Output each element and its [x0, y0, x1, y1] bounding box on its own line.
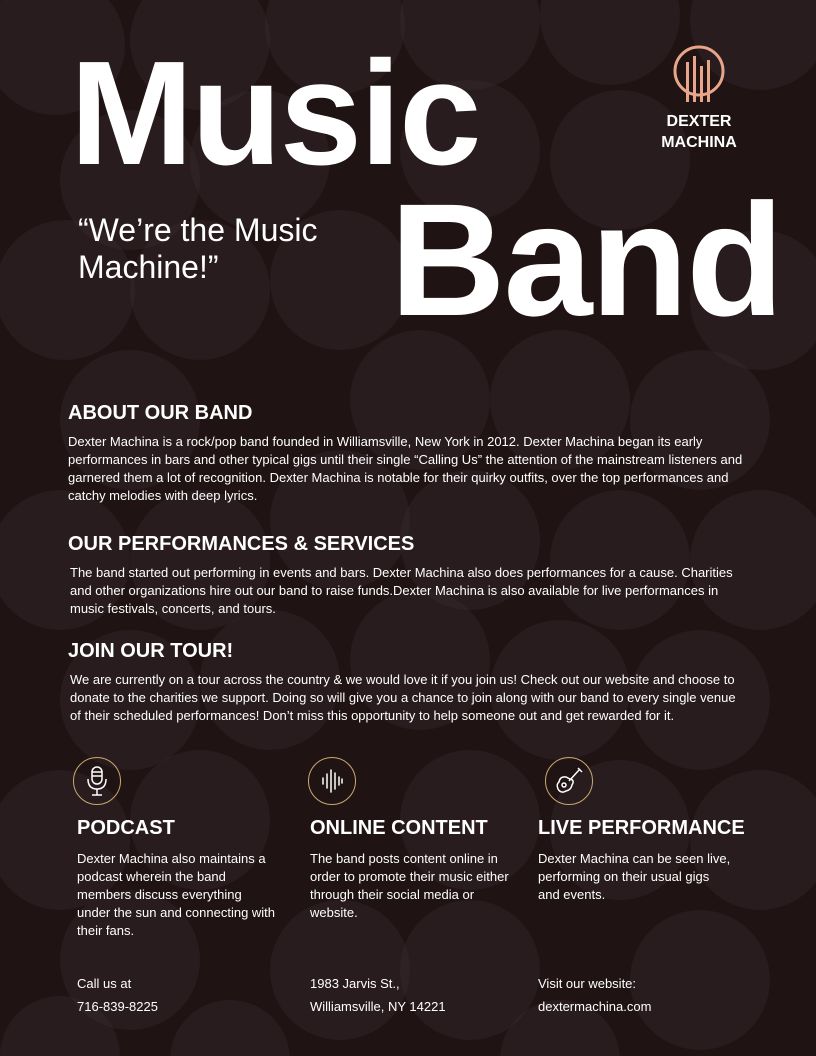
performances-heading: OUR PERFORMANCES & SERVICES [68, 533, 415, 555]
contact-website [538, 972, 651, 1018]
contact-address-street: 1983 Jarvis St., [310, 976, 400, 991]
service-title-live-performance: LIVE PERFORMANCE [538, 817, 745, 839]
sound-wave-icon [308, 757, 356, 805]
service-title-online-content: ONLINE CONTENT [310, 817, 488, 839]
band-logo [655, 44, 743, 153]
bars-in-circle-icon [672, 44, 726, 106]
contact-website-link[interactable]: dextermachina.com [538, 999, 652, 1014]
tour-heading: JOIN OUR TOUR! [68, 640, 234, 662]
logo-name-line2: MACHINA [661, 134, 737, 151]
service-body-online-content: The band posts content online in order to promote their music either through their social media or website. [310, 851, 509, 920]
microphone-icon [73, 757, 121, 805]
about-body: Dexter Machina is a rock/pop band founded in Williamsville, New York in 2012. Dexter Machina began its early performances in bars and other typical gigs until their single “Calling Us” the attention of the mainstream listeners and garnered them a lot of recognition. Dexter Machina is notable for their quirky outfits, over the top performances and catchy melodies with deep lyrics. [68, 434, 743, 503]
logo-name-line1: DEXTER [666, 113, 732, 130]
tour-body: We are currently on a tour across the country & we would love it if you join us! Check out our website and choose to donate to the charities we support. Doing so will give you a chance to join along with our band to every single venue of their scheduled performances! Don’t miss this opportunity to help someone out and get rewarded for it. [70, 672, 736, 723]
contact-address [310, 972, 446, 1018]
title-band: Band [390, 170, 782, 349]
service-body-podcast: Dexter Machina also maintains a podcast wherein the band members discuss everything under the sun and connecting with their fans. [77, 851, 276, 938]
performances-body: The band started out performing in events and bars. Dexter Machina also does performances for a cause. Charities and other organizations hire out our band to raise funds.Dexter Machina is also available for live performances in music festivals, concerts, and tours. [70, 565, 733, 616]
contact-phone-label: Call us at [77, 976, 132, 991]
contact-website-label: Visit our website: [538, 976, 637, 991]
guitar-icon [545, 757, 593, 805]
contact-phone-number: 716-839-8225 [77, 999, 158, 1014]
contact-address-city: Williamsville, NY 14221 [310, 999, 446, 1014]
band-quote: “We’re the Music Machine!” [78, 212, 318, 285]
title-music: Music [70, 31, 480, 196]
bubble [170, 1000, 290, 1056]
contact-phone [77, 972, 158, 1018]
about-heading: ABOUT OUR BAND [68, 402, 253, 424]
service-body-live-performance: Dexter Machina can be seen live, performing on their usual gigs and events. [538, 851, 731, 902]
service-title-podcast: PODCAST [77, 817, 175, 839]
